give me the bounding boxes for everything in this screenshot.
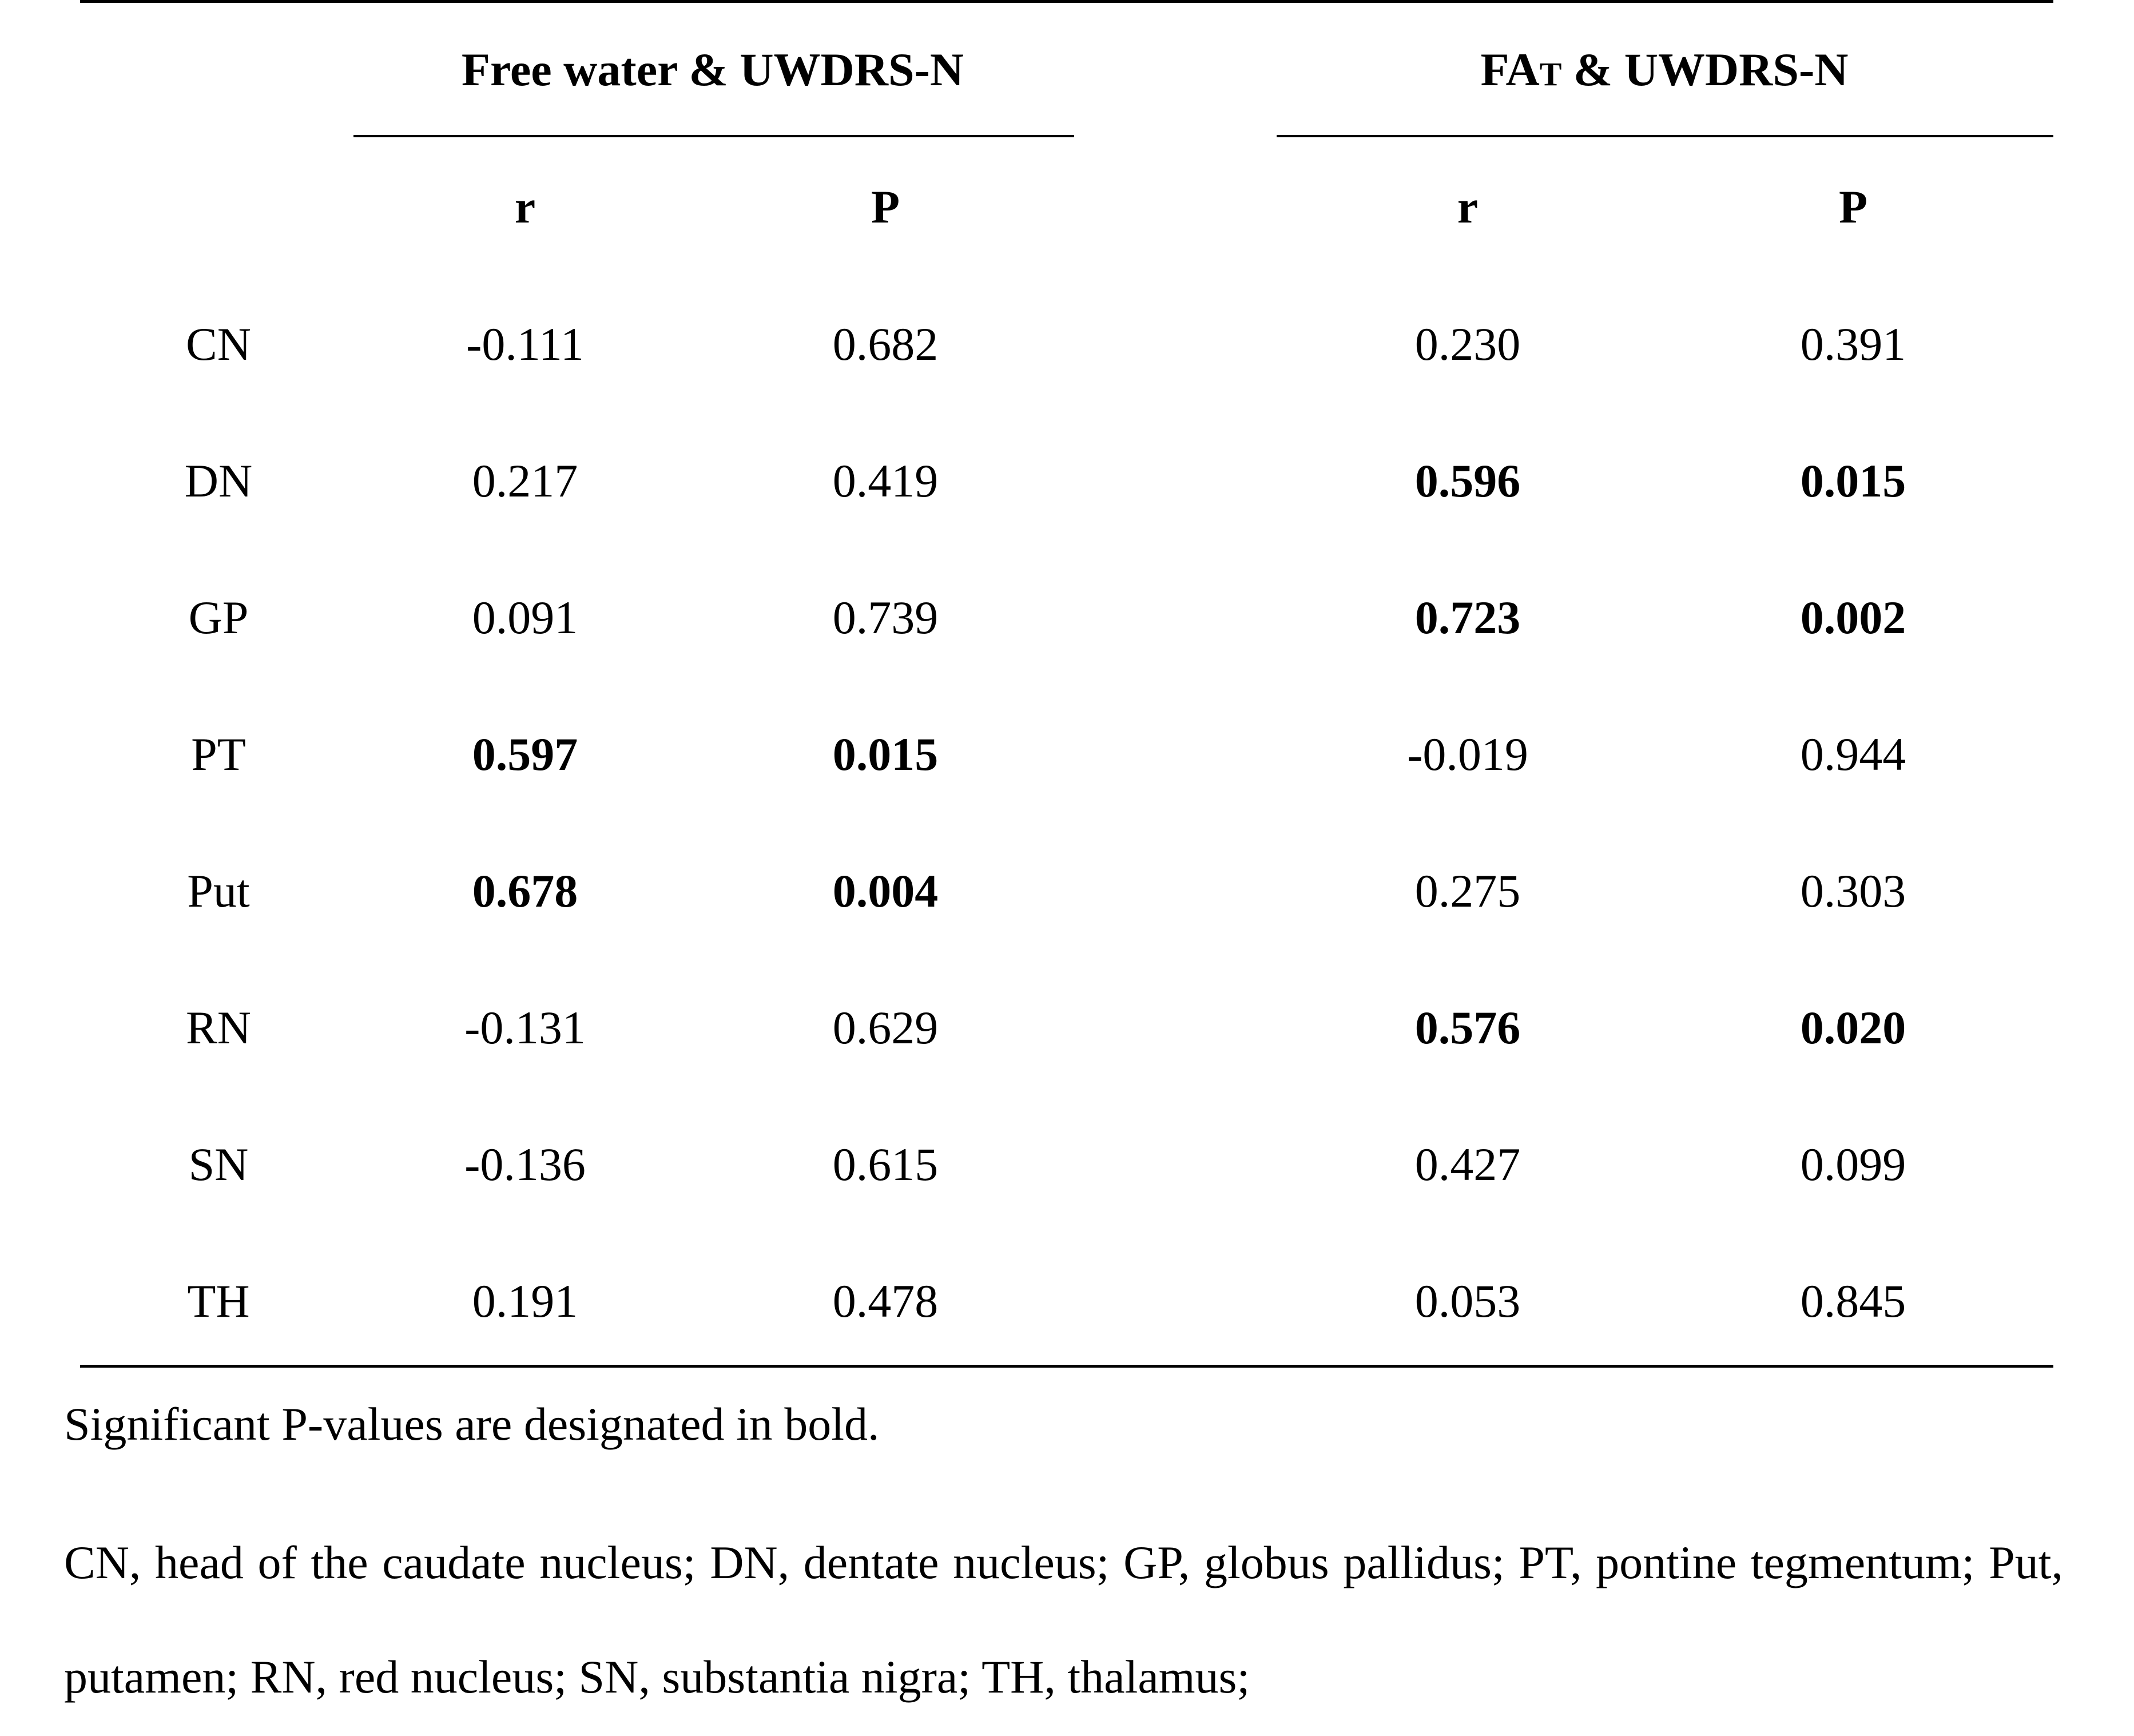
cell-fat-p: 0.099 xyxy=(1800,1138,1906,1190)
cell-free-water-p: 0.478 xyxy=(832,1275,939,1327)
cell-fat-p: 0.015 xyxy=(1800,455,1906,507)
cell-fat-r: 0.053 xyxy=(1414,1275,1521,1327)
cell-free-water-r: -0.111 xyxy=(466,318,584,370)
cell-free-water-r: 0.217 xyxy=(472,455,578,507)
table-top-rule xyxy=(80,0,2053,3)
cell-free-water-p: 0.004 xyxy=(832,865,939,917)
group-header-fat xyxy=(1264,41,2065,103)
free-water-group-rule xyxy=(353,135,1074,137)
subheader-fw-p: P xyxy=(871,181,900,233)
table-bottom-rule xyxy=(80,1365,2053,1368)
cell-fat-p: 0.002 xyxy=(1800,591,1906,643)
fat-group-rule xyxy=(1277,135,2053,137)
cell-fat-r: 0.275 xyxy=(1414,865,1521,917)
cell-free-water-p: 0.739 xyxy=(832,591,939,643)
cell-free-water-r: 0.597 xyxy=(472,728,578,780)
cell-free-water-p: 0.015 xyxy=(832,728,939,780)
cell-fat-r: 0.723 xyxy=(1414,591,1521,643)
significance-note: Significant P-values are designated in bold. xyxy=(64,1398,880,1450)
cell-fat-r: -0.019 xyxy=(1407,728,1528,780)
cell-free-water-r: 0.091 xyxy=(472,591,578,643)
cell-fat-r: 0.427 xyxy=(1414,1138,1521,1190)
cell-free-water-r: 0.678 xyxy=(472,865,578,917)
cell-free-water-p: 0.629 xyxy=(832,1002,939,1054)
cell-fat-r: 0.596 xyxy=(1414,455,1521,507)
group-header-free-water xyxy=(312,41,1113,98)
cell-fat-r: 0.230 xyxy=(1414,318,1521,370)
cell-free-water-r: -0.136 xyxy=(464,1138,586,1190)
group-header-fat-subscript: T xyxy=(1539,55,1562,93)
row-region: PT xyxy=(191,728,246,780)
cell-free-water-r: 0.191 xyxy=(472,1275,578,1327)
row-region: GP xyxy=(188,591,249,643)
subheader-fa-p: P xyxy=(1838,181,1868,233)
abbreviations-note: CN, head of the caudate nucleus; DN, dentate nucleus; GP, globus pallidus; PT, pontine tegmentum; Put, putamen; RN, red nucleus; SN, substantia nigra; TH, thalamus; xyxy=(64,1536,2063,1703)
cell-fat-p: 0.845 xyxy=(1800,1275,1906,1327)
cell-fat-r: 0.576 xyxy=(1414,1002,1521,1054)
row-region: Put xyxy=(187,865,250,917)
row-region: RN xyxy=(186,1002,251,1054)
cell-free-water-p: 0.615 xyxy=(832,1138,939,1190)
group-header-free-water-label: Free water & UWDRS-N xyxy=(461,43,964,96)
cell-free-water-p: 0.419 xyxy=(832,455,939,507)
subheader-fw-r: r xyxy=(514,181,536,233)
group-header-fat-rest: & UWDRS-N xyxy=(1561,43,1849,96)
cell-fat-p: 0.303 xyxy=(1800,865,1906,917)
cell-fat-p: 0.944 xyxy=(1800,728,1906,780)
cell-free-water-r: -0.131 xyxy=(464,1002,586,1054)
row-region: SN xyxy=(188,1138,249,1190)
cell-free-water-p: 0.682 xyxy=(832,318,939,370)
row-region: CN xyxy=(186,318,251,370)
cell-fat-p: 0.020 xyxy=(1800,1002,1906,1054)
row-region: TH xyxy=(187,1275,250,1327)
subheader-fa-r: r xyxy=(1457,181,1479,233)
row-region: DN xyxy=(184,455,253,507)
group-header-fat-label: FA xyxy=(1480,43,1540,96)
cell-fat-p: 0.391 xyxy=(1800,318,1906,370)
